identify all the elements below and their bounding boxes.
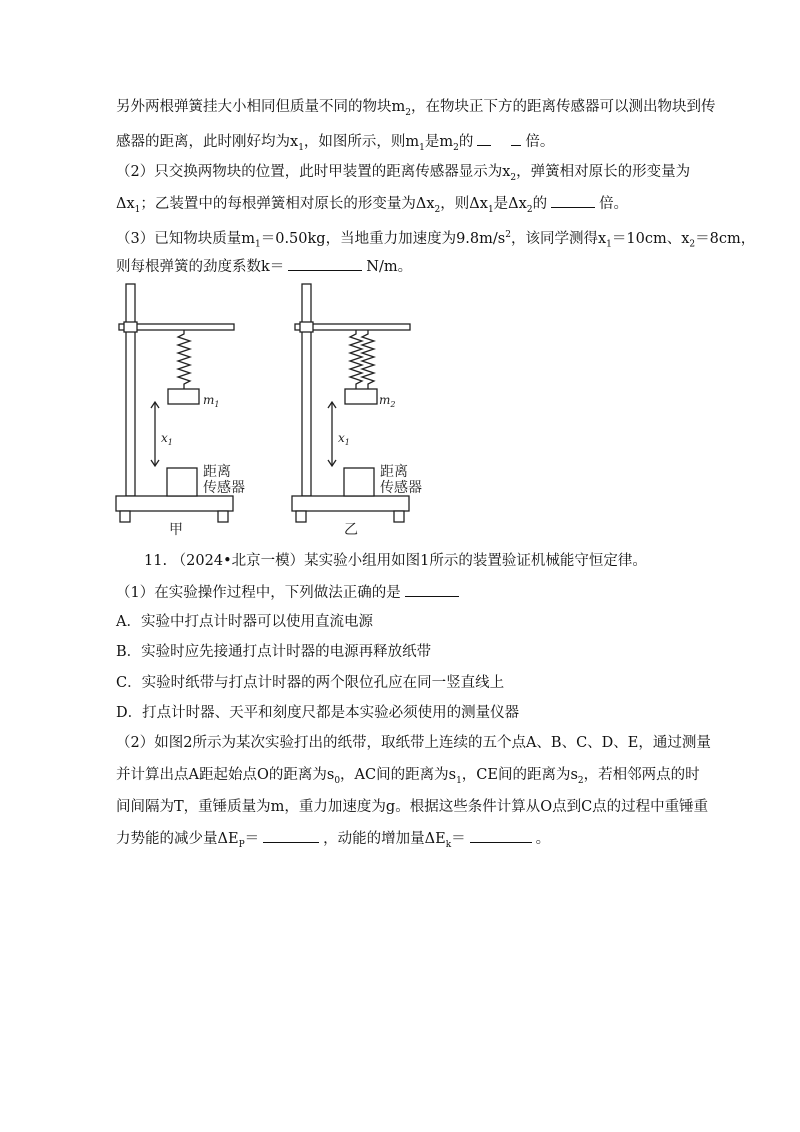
caption-right: 乙 (344, 522, 358, 538)
answer-blank-1a[interactable] (477, 131, 491, 146)
mass-block-m2 (345, 389, 377, 404)
spring-left (178, 330, 190, 390)
q11-part2-line-4: 力势能的减少量$\Delta E_P=$ ，动能的增加量$\Delta E_k=$ 。 (116, 828, 550, 855)
q10-line-2: 感器的距离，此时刚好均为$x_1$，如图所示，则$m_1$是$m_2$的 倍。 (116, 131, 554, 158)
q11-part2-line-2: 并计算出点A距起始点O的距离为$s_0$，AC间的距离为$s_1$，CE间的距离为$s_2$，若相邻两点的时 (116, 767, 700, 786)
q10-part2-line-2: $\Delta x_1$；乙装置中的每根弹簧相对原长的形变量为$\Delta x_2$，则$\Delta x_1$是$\Delta x_2$的 倍。 (116, 193, 628, 220)
label-x1-right: $x_1$ (338, 431, 350, 447)
sensor-label-right-1: 距离 (380, 464, 408, 480)
answer-blank-6[interactable] (470, 828, 532, 843)
q11-option-d: D．打点计时器、天平和刻度尺都是本实验必须使用的测量仪器 (116, 705, 520, 721)
spring-apparatus-figure (0, 280, 800, 540)
spring-right-a (350, 330, 362, 390)
sensor-label-left-1: 距离 (203, 464, 231, 480)
q11-option-a: A．实验中打点计时器可以使用直流电源 (116, 614, 373, 630)
distance-sensor-right (344, 468, 374, 496)
caption-left: 甲 (169, 522, 183, 538)
q11-option-c: C．实验时纸带与打点计时器的两个限位孔应在同一竖直线上 (116, 675, 505, 691)
answer-blank-4[interactable] (405, 582, 459, 597)
answer-blank-2[interactable] (551, 193, 595, 208)
q11-part1: （1）在实验操作过程中，下列做法正确的是 (116, 582, 463, 603)
q11-part2-line-1: （2）如图2所示为某次实验打出的纸带，取纸带上连续的五个点A、B、C、D、E，通过测量 (116, 735, 711, 751)
label-x1-left: $x_1$ (161, 431, 173, 447)
sensor-label-left-2: 传感器 (203, 480, 245, 496)
sensor-label-right-2: 传感器 (380, 480, 422, 496)
label-m2: $m_2$ (379, 393, 396, 409)
q10-line-1: 另外两根弹簧挂大小相同但质量不同的物块$m_2$，在物块正下方的距离传感器可以测出物块到传 (116, 99, 716, 118)
q11-part2-line-3: 间间隔为T，重锤质量为m，重力加速度为g。根据这些条件计算从O点到C点的过程中重锤重 (116, 799, 709, 815)
q11-title: 11. （2024•北京一模）某实验小组用如图1所示的装置验证机械能守恒定律。 (144, 553, 647, 569)
spring-right-b (362, 330, 374, 390)
q10-part3-line-2: 则每根弹簧的劲度系数k＝ N/m。 (116, 256, 412, 277)
answer-blank-5[interactable] (263, 828, 319, 843)
mass-block-m1 (168, 389, 199, 404)
q10-part3-line-1: （3）已知物块质量$m_1=0.50kg$，当地重力加速度为$9.8m/s^2$，该同学测得$x_1=10cm$、$x_2=8cm$， (116, 230, 756, 250)
answer-blank-1b[interactable] (511, 131, 521, 146)
distance-sensor-left (167, 468, 197, 496)
label-m1: $m_1$ (203, 393, 220, 409)
answer-blank-3[interactable] (288, 256, 362, 271)
q11-option-b: B．实验时应先接通打点计时器的电源再释放纸带 (116, 644, 432, 660)
q10-part2-line-1: （2）只交换两物块的位置，此时甲装置的距离传感器显示为$x_2$，弹簧相对原长的形变量为 (116, 164, 691, 183)
